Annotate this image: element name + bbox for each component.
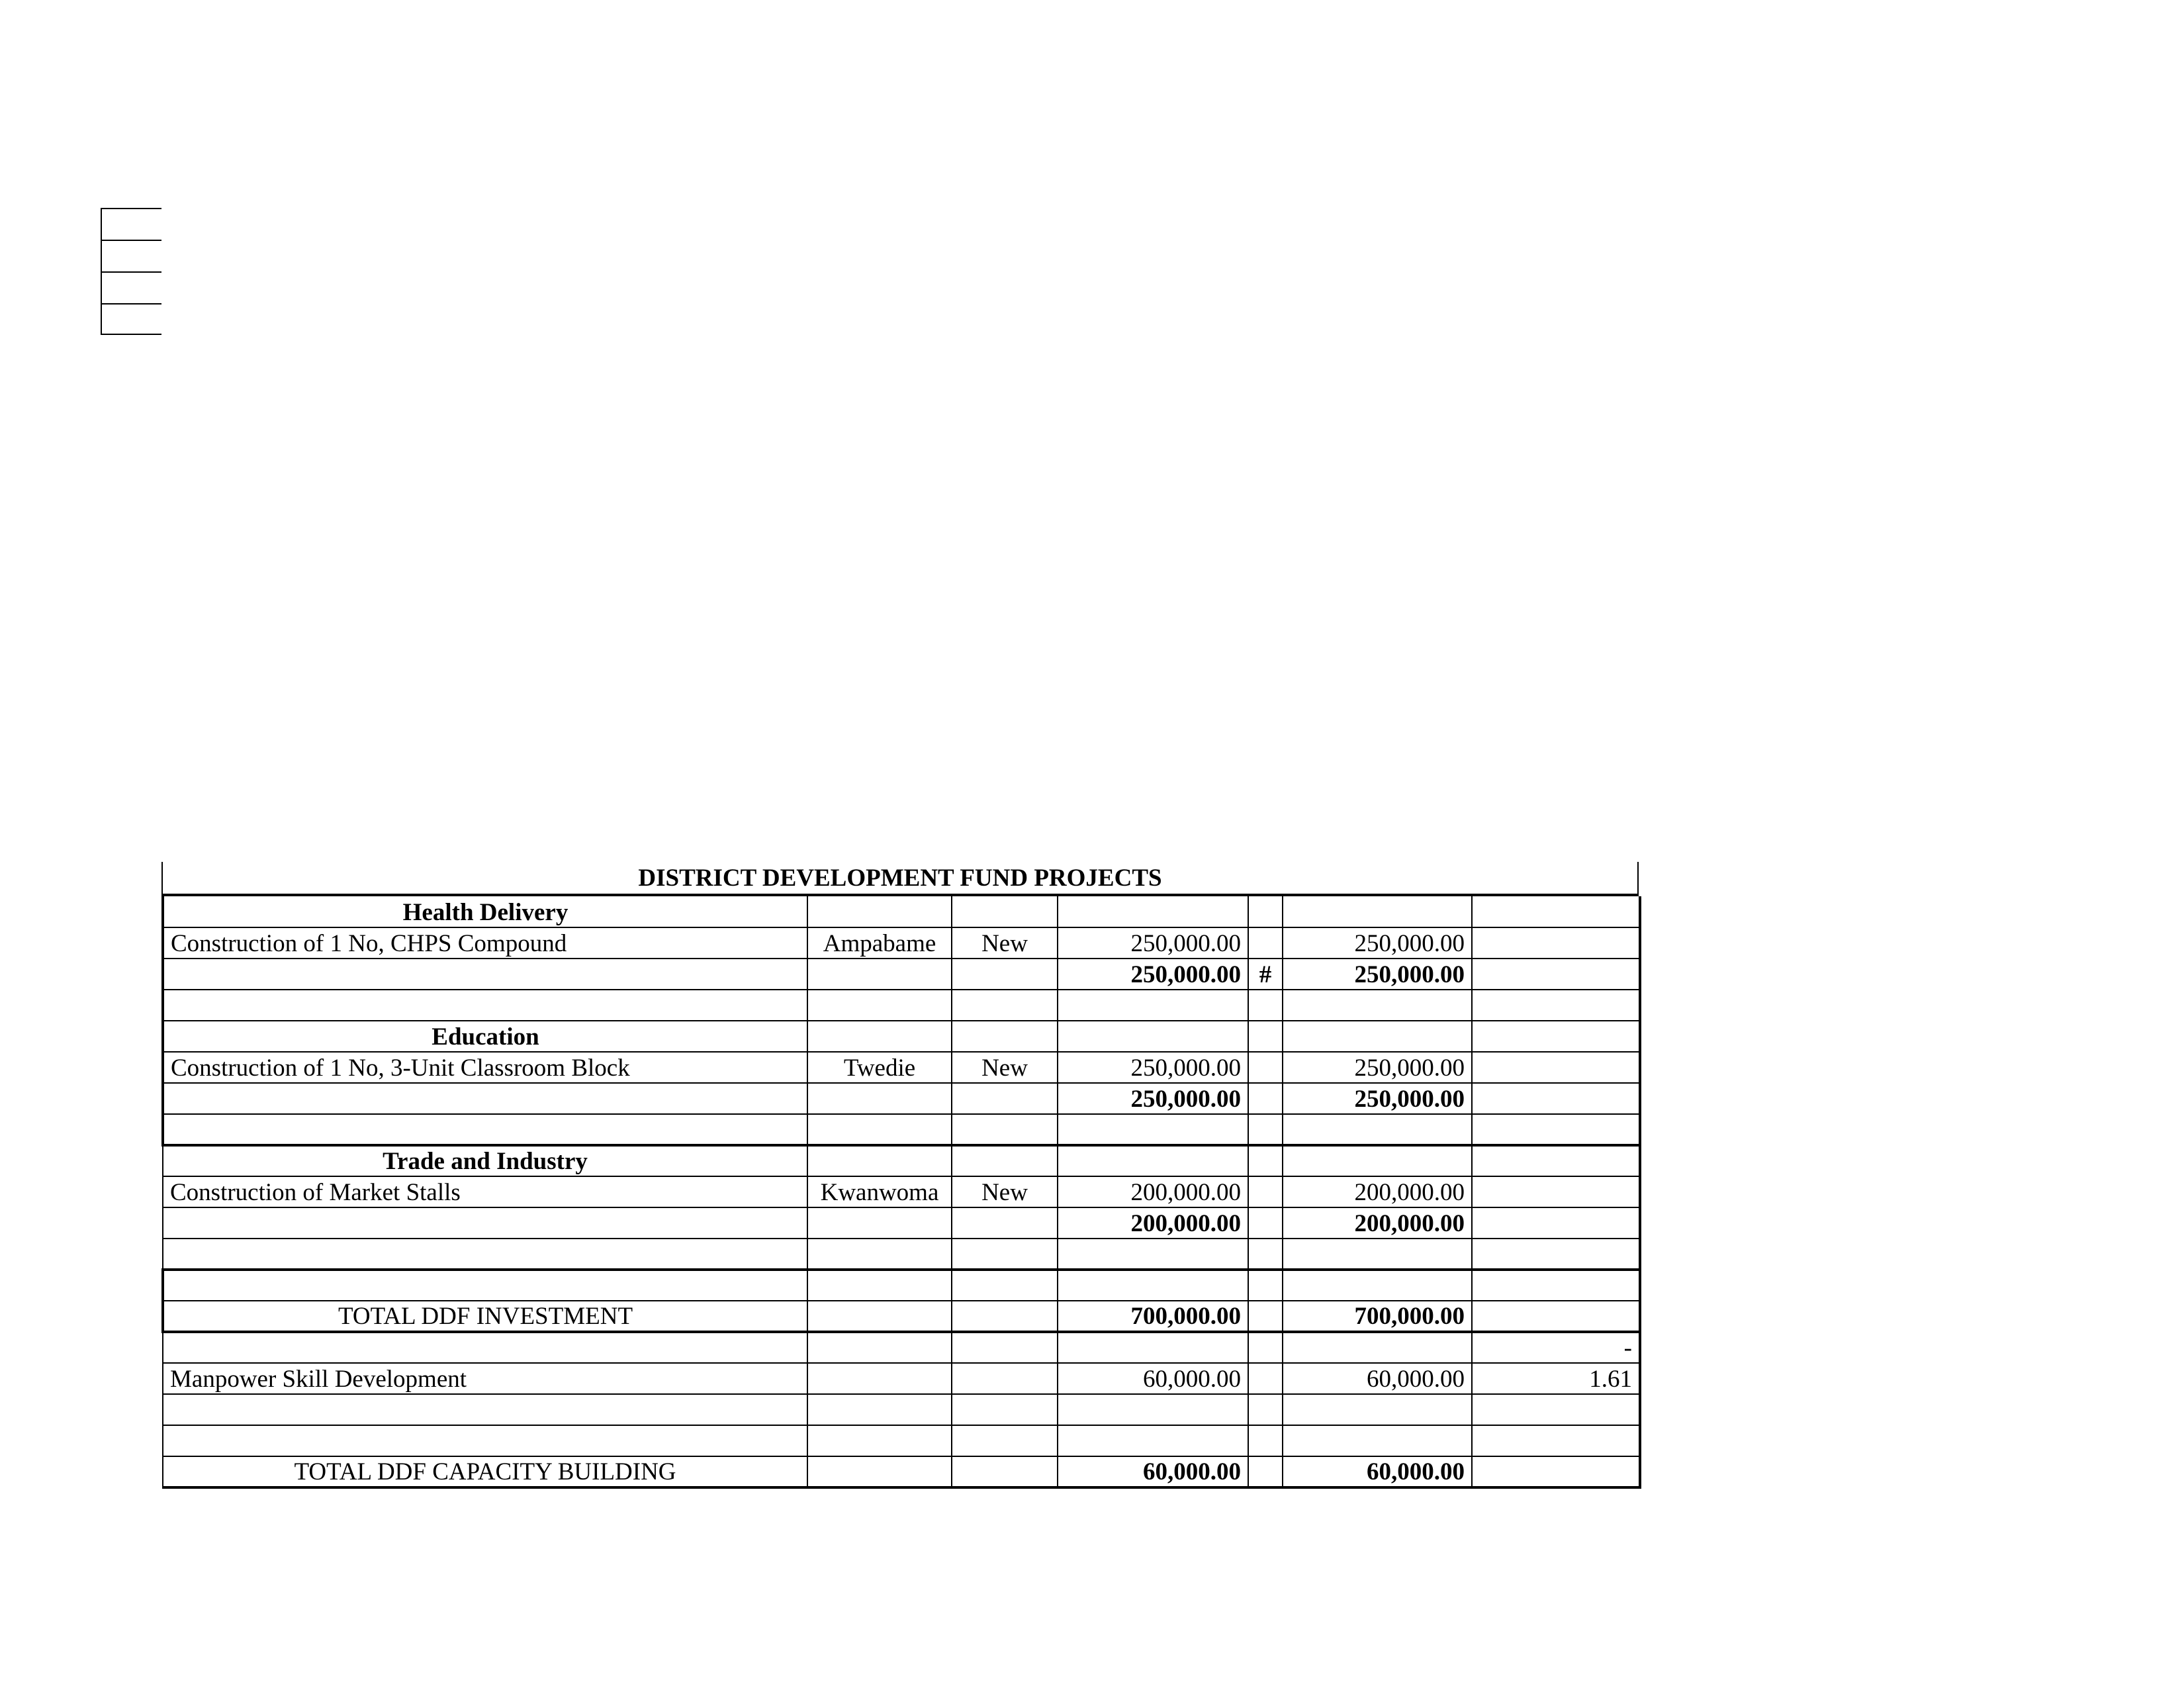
stub-cell: [101, 303, 161, 335]
cell-description: [163, 1270, 807, 1301]
cell-flag: [1248, 990, 1283, 1021]
cell-remark: [1472, 959, 1640, 990]
cell-total: [1283, 1114, 1472, 1145]
cell-flag: [1248, 1021, 1283, 1052]
cell-amount: [1058, 1239, 1248, 1270]
cell-flag: [1248, 1332, 1283, 1363]
cell-location: [807, 896, 952, 927]
cell-status: [952, 1083, 1058, 1114]
cell-location: [807, 1114, 952, 1145]
cell-flag: [1248, 1083, 1283, 1114]
sheet-title: DISTRICT DEVELOPMENT FUND PROJECTS: [638, 865, 1162, 892]
cell-remark: [1472, 1270, 1640, 1301]
cell-amount: 250,000.00: [1058, 959, 1248, 990]
cell-amount: 700,000.00: [1058, 1301, 1248, 1332]
cell-description: Construction of 1 No, 3-Unit Classroom Block: [163, 1052, 807, 1083]
cell-location: [807, 1021, 952, 1052]
cell-status: New: [952, 1052, 1058, 1083]
cell-remark: [1472, 1239, 1640, 1270]
projects-table: [161, 896, 1641, 1489]
cell-total: [1283, 1332, 1472, 1363]
cell-total: 250,000.00: [1283, 1052, 1472, 1083]
cell-flag: [1248, 1363, 1283, 1394]
stub-cell: [101, 271, 161, 303]
cell-total: 250,000.00: [1283, 927, 1472, 959]
cell-flag: [1248, 1207, 1283, 1239]
table-row: [163, 1239, 1640, 1270]
cell-description: Manpower Skill Development: [163, 1363, 807, 1394]
cell-amount: 200,000.00: [1058, 1176, 1248, 1207]
cell-status: [952, 1301, 1058, 1332]
cell-location: [807, 1145, 952, 1176]
cell-flag: [1248, 1270, 1283, 1301]
title-row: [161, 862, 1639, 896]
table-row: [163, 1083, 1640, 1114]
cell-amount: [1058, 1145, 1248, 1176]
cell-remark: [1472, 1021, 1640, 1052]
cell-description: Construction of 1 No, CHPS Compound: [163, 927, 807, 959]
cell-status: [952, 1207, 1058, 1239]
cell-location: [807, 990, 952, 1021]
cell-amount: [1058, 990, 1248, 1021]
cell-remark: [1472, 990, 1640, 1021]
cell-location: [807, 959, 952, 990]
cell-location: [807, 1207, 952, 1239]
cell-amount: [1058, 1394, 1248, 1425]
cell-remark: -: [1472, 1332, 1640, 1363]
cell-total: 200,000.00: [1283, 1176, 1472, 1207]
table-row: [163, 1052, 1640, 1083]
cell-amount: [1058, 1114, 1248, 1145]
table-row: [163, 1145, 1640, 1176]
cell-status: [952, 1145, 1058, 1176]
cell-flag: [1248, 927, 1283, 959]
cell-status: [952, 1270, 1058, 1301]
cell-total: [1283, 896, 1472, 927]
cell-total: [1283, 1425, 1472, 1456]
cell-description: Trade and Industry: [163, 1145, 807, 1176]
cell-description: [163, 1114, 807, 1145]
table-row: [163, 1301, 1640, 1332]
cell-location: Twedie: [807, 1052, 952, 1083]
cell-total: 200,000.00: [1283, 1207, 1472, 1239]
cell-location: [807, 1456, 952, 1487]
table-row: [163, 990, 1640, 1021]
cell-status: [952, 1239, 1058, 1270]
cell-description: [163, 990, 807, 1021]
cell-amount: 250,000.00: [1058, 927, 1248, 959]
cell-status: [952, 1456, 1058, 1487]
table-row: [163, 1176, 1640, 1207]
cell-total: [1283, 1239, 1472, 1270]
cell-flag: [1248, 1145, 1283, 1176]
cell-total: [1283, 1394, 1472, 1425]
table-row: [163, 1425, 1640, 1456]
cell-status: [952, 1394, 1058, 1425]
cell-status: New: [952, 927, 1058, 959]
cell-amount: [1058, 1425, 1248, 1456]
cell-description: [163, 1332, 807, 1363]
cell-flag: [1248, 1176, 1283, 1207]
cell-total: 250,000.00: [1283, 959, 1472, 990]
cell-location: [807, 1332, 952, 1363]
table-row: [163, 1363, 1640, 1394]
cell-amount: [1058, 1332, 1248, 1363]
cell-total: 60,000.00: [1283, 1363, 1472, 1394]
cell-status: [952, 959, 1058, 990]
cell-remark: [1472, 1176, 1640, 1207]
cell-description: Education: [163, 1021, 807, 1052]
cell-remark: [1472, 1425, 1640, 1456]
cell-remark: [1472, 1394, 1640, 1425]
table-row: [163, 1114, 1640, 1145]
table-row: [163, 1207, 1640, 1239]
cell-remark: [1472, 1083, 1640, 1114]
margin-row-stubs: [101, 208, 161, 335]
stub-cell: [101, 240, 161, 271]
cell-total: 60,000.00: [1283, 1456, 1472, 1487]
ddf-projects-sheet: [161, 862, 1639, 1489]
cell-flag: [1248, 1052, 1283, 1083]
cell-total: 700,000.00: [1283, 1301, 1472, 1332]
cell-remark: [1472, 896, 1640, 927]
cell-location: [807, 1394, 952, 1425]
table-row: [163, 959, 1640, 990]
cell-description: [163, 1394, 807, 1425]
cell-description: [163, 959, 807, 990]
cell-flag: [1248, 1425, 1283, 1456]
cell-amount: 250,000.00: [1058, 1083, 1248, 1114]
cell-description: Health Delivery: [163, 896, 807, 927]
cell-amount: [1058, 896, 1248, 927]
cell-description: TOTAL DDF INVESTMENT: [163, 1301, 807, 1332]
cell-flag: [1248, 1394, 1283, 1425]
table-row: [163, 1270, 1640, 1301]
cell-location: [807, 1363, 952, 1394]
cell-flag: [1248, 1239, 1283, 1270]
cell-flag: [1248, 1301, 1283, 1332]
cell-flag: [1248, 1114, 1283, 1145]
cell-amount: 60,000.00: [1058, 1456, 1248, 1487]
table-row: [163, 1021, 1640, 1052]
table-row: [163, 1456, 1640, 1487]
cell-location: [807, 1083, 952, 1114]
cell-flag: #: [1248, 959, 1283, 990]
cell-location: [807, 1301, 952, 1332]
cell-status: New: [952, 1176, 1058, 1207]
cell-location: Kwanwoma: [807, 1176, 952, 1207]
cell-description: [163, 1425, 807, 1456]
cell-flag: [1248, 1456, 1283, 1487]
cell-location: [807, 1425, 952, 1456]
cell-status: [952, 896, 1058, 927]
cell-remark: [1472, 927, 1640, 959]
table-row: [163, 1332, 1640, 1363]
cell-remark: [1472, 1301, 1640, 1332]
stub-cell: [101, 208, 161, 240]
table-row: [163, 1394, 1640, 1425]
cell-location: [807, 1239, 952, 1270]
cell-description: Construction of Market Stalls: [163, 1176, 807, 1207]
cell-description: TOTAL DDF CAPACITY BUILDING: [163, 1456, 807, 1487]
cell-total: [1283, 1021, 1472, 1052]
cell-description: [163, 1207, 807, 1239]
cell-remark: [1472, 1114, 1640, 1145]
cell-flag: [1248, 896, 1283, 927]
cell-location: [807, 1270, 952, 1301]
cell-amount: [1058, 1270, 1248, 1301]
cell-status: [952, 1332, 1058, 1363]
cell-remark: [1472, 1456, 1640, 1487]
table-row: [163, 896, 1640, 927]
cell-status: [952, 990, 1058, 1021]
cell-description: [163, 1239, 807, 1270]
cell-total: [1283, 990, 1472, 1021]
cell-amount: 250,000.00: [1058, 1052, 1248, 1083]
cell-location: Ampabame: [807, 927, 952, 959]
cell-total: [1283, 1145, 1472, 1176]
cell-remark: [1472, 1207, 1640, 1239]
cell-status: [952, 1425, 1058, 1456]
cell-amount: [1058, 1021, 1248, 1052]
table-row: [163, 927, 1640, 959]
cell-total: 250,000.00: [1283, 1083, 1472, 1114]
cell-remark: [1472, 1052, 1640, 1083]
cell-amount: 200,000.00: [1058, 1207, 1248, 1239]
cell-remark: [1472, 1145, 1640, 1176]
cell-status: [952, 1021, 1058, 1052]
cell-remark: 1.61: [1472, 1363, 1640, 1394]
cell-description: [163, 1083, 807, 1114]
cell-total: [1283, 1270, 1472, 1301]
cell-status: [952, 1363, 1058, 1394]
cell-amount: 60,000.00: [1058, 1363, 1248, 1394]
cell-status: [952, 1114, 1058, 1145]
